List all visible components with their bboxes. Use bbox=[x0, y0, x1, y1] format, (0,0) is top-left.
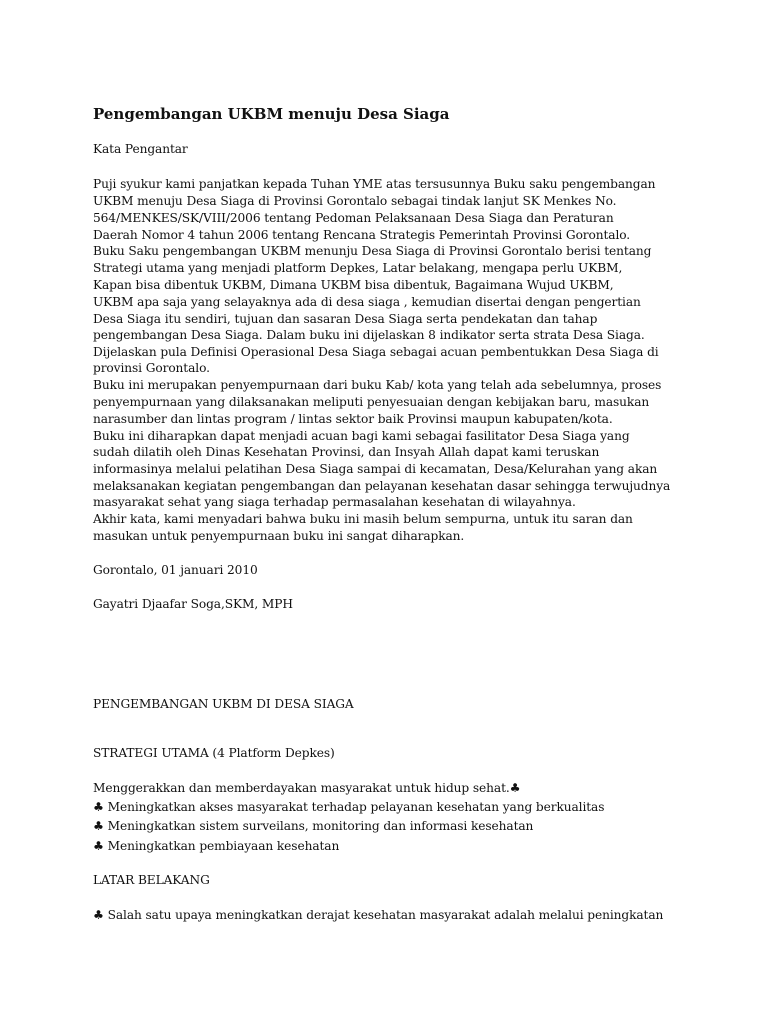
paragraph-line: Puji syukur kami panjatkan kepada Tuhan YME atas tersusunnya Buku saku pengembangan bbox=[93, 177, 656, 191]
date-line: Gorontalo, 01 januari 2010 bbox=[93, 563, 258, 577]
paragraph-line: 564/MENKES/SK/VIII/2006 tentang Pedoman Pelaksanaan Desa Siaga dan Peraturan bbox=[93, 211, 614, 225]
paragraph-line: Desa Siaga itu sendiri, tujuan dan sasaran Desa Siaga serta pendekatan dan tahap bbox=[93, 312, 598, 326]
paragraph-line: Dijelaskan pula Definisi Operasional Desa Siaga sebagai acuan pembentukkan Desa Siaga di bbox=[93, 345, 659, 359]
paragraph-line: UKBM menuju Desa Siaga di Provinsi Gorontalo sebagai tindak lanjut SK Menkes No. bbox=[93, 194, 617, 208]
paragraph-line: pengembangan Desa Siaga. Dalam buku ini dijelaskan 8 indikator serta strata Desa Siaga. bbox=[93, 328, 645, 342]
strategi-item-text: Meningkatkan sistem surveilans, monitoring dan informasi kesehatan bbox=[107, 819, 534, 833]
section-heading: PENGEMBANGAN UKBM DI DESA SIAGA bbox=[93, 697, 354, 711]
latar-heading: LATAR BELAKANG bbox=[93, 873, 210, 887]
paragraph-line: sudah dilatih oleh Dinas Kesehatan Provinsi, dan Insyah Allah dapat kami teruskan bbox=[93, 445, 600, 459]
club-bullet-icon: ♣ bbox=[93, 800, 104, 814]
club-bullet-icon: ♣ bbox=[93, 839, 104, 853]
strategi-heading: STRATEGI UTAMA (4 Platform Depkes) bbox=[93, 746, 335, 760]
strategi-item-text: Meningkatkan pembiayaan kesehatan bbox=[107, 839, 340, 853]
club-bullet-icon: ♣ bbox=[93, 819, 104, 833]
strategi-item bbox=[93, 838, 339, 855]
club-bullet-icon: ♣ bbox=[93, 908, 104, 922]
paragraph-line: informasinya melalui pelatihan Desa Siaga sampai di kecamatan, Desa/Kelurahan yang akan bbox=[93, 462, 658, 476]
paragraph-line: Buku Saku pengembangan UKBM menunju Desa Siaga di Provinsi Gorontalo berisi tentang bbox=[93, 244, 652, 258]
signature-name: Gayatri Djaafar Soga,SKM, MPH bbox=[93, 597, 293, 611]
document-title: Pengembangan UKBM menuju Desa Siaga bbox=[93, 105, 450, 123]
club-bullet-icon: ♣ bbox=[509, 781, 521, 795]
paragraph-line: melaksanakan kegiatan pengembangan dan pelayanan kesehatan dasar sehingga terwujudnya bbox=[93, 479, 671, 493]
latar-first-line bbox=[93, 907, 663, 924]
paragraph-line: UKBM apa saja yang selayaknya ada di desa siaga , kemudian disertai dengan pengertian bbox=[93, 295, 641, 309]
paragraph-line: Akhir kata, kami menyadari bahwa buku ini masih belum sempurna, untuk itu saran dan bbox=[93, 512, 633, 526]
strategi-item bbox=[93, 799, 604, 816]
strategi-intro-text: Menggerakkan dan memberdayakan masyarakat untuk hidup sehat. bbox=[93, 781, 510, 795]
paragraph-line: Buku ini merupakan penyempurnaan dari buku Kab/ kota yang telah ada sebelumnya, proses bbox=[93, 378, 662, 392]
kata-pengantar-heading: Kata Pengantar bbox=[93, 142, 188, 156]
strategi-intro bbox=[93, 780, 520, 797]
paragraph-line: Kapan bisa dibentuk UKBM, Dimana UKBM bisa dibentuk, Bagaimana Wujud UKBM, bbox=[93, 278, 614, 292]
strategi-item bbox=[93, 818, 533, 835]
latar-first-line-text: Salah satu upaya meningkatkan derajat kesehatan masyarakat adalah melalui peningkatan bbox=[107, 908, 664, 922]
paragraph-line: Buku ini diharapkan dapat menjadi acuan bagi kami sebagai fasilitator Desa Siaga yang bbox=[93, 429, 630, 443]
paragraph-line: masukan untuk penyempurnaan buku ini sangat diharapkan. bbox=[93, 529, 465, 543]
paragraph-line: Strategi utama yang menjadi platform Depkes, Latar belakang, mengapa perlu UKBM, bbox=[93, 261, 623, 275]
paragraph-line: masyarakat sehat yang siaga terhadap permasalahan kesehatan di wilayahnya. bbox=[93, 495, 576, 509]
paragraph-line: provinsi Gorontalo. bbox=[93, 361, 210, 375]
paragraph-line: Daerah Nomor 4 tahun 2006 tentang Rencana Strategis Pemerintah Provinsi Gorontalo. bbox=[93, 228, 631, 242]
paragraph-line: penyempurnaan yang dilaksanakan meliputi penyesuaian dengan kebijakan baru, masukan bbox=[93, 395, 650, 409]
paragraph-line: narasumber dan lintas program / lintas sektor baik Provinsi maupun kabupaten/kota. bbox=[93, 412, 613, 426]
strategi-item-text: Meningkatkan akses masyarakat terhadap pelayanan kesehatan yang berkualitas bbox=[107, 800, 605, 814]
